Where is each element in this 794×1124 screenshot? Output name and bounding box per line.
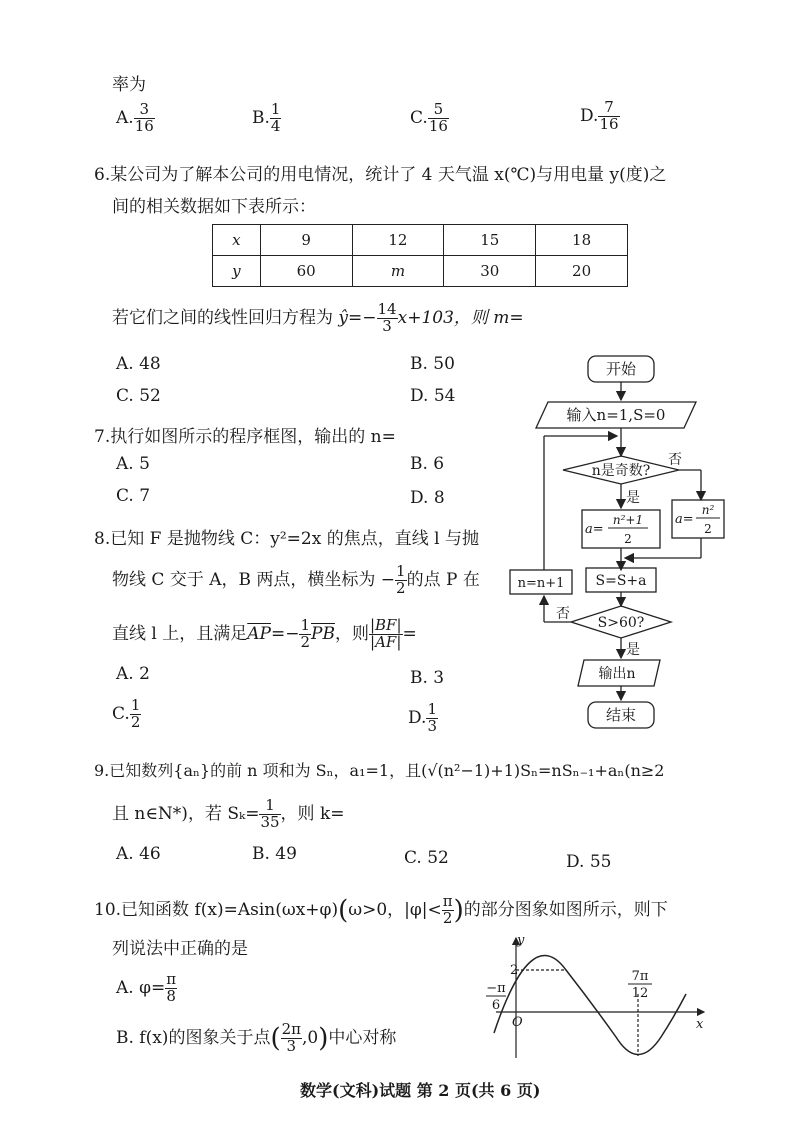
table-row (213, 256, 628, 287)
table-cell: 18 (536, 225, 628, 256)
sine-curve (491, 956, 686, 1055)
q7-option-c: C. 7 (116, 486, 151, 506)
graph-y-label: y (517, 933, 525, 948)
q9-option-c: C. 52 (404, 848, 449, 868)
q6-option-b: B. 50 (410, 354, 455, 374)
data-table (212, 224, 628, 287)
graph-7pi-num: 7π (631, 969, 649, 984)
page-footer: 数学(文科)试题 第 2 页(共 6 页) (300, 1081, 541, 1100)
q10-line2: 列说法中正确的是 (112, 939, 248, 959)
q6-option-d: D. 54 (410, 386, 456, 406)
sine-graph (476, 932, 712, 1062)
q9-option-a: A. 46 (116, 844, 161, 864)
table-cell: 12 (352, 225, 444, 256)
flow-update-s-label: S=S+a (595, 573, 647, 589)
q10-option-a: A. φ= $\frac{\pi}{8}$ (116, 970, 177, 1005)
flow-a-even-num: n² (701, 503, 715, 517)
q5-option-d: D. $\frac{7}{16}$ (580, 98, 619, 133)
q6-regression-line: 若它们之间的线性回归方程为 ŷ=− $\frac{14}{3}$ x+103，则 m= (112, 300, 524, 335)
table-cell: y (213, 256, 261, 287)
q8-line2: 物线 C 交于 A，B 两点，横坐标为 − $\frac{1}{2}$ 的点 P 在 (112, 562, 480, 597)
q6-line1: 6.某公司为了解本公司的用电情况，统计了 4 天气温 x(℃)与用电量 y(度)之 (94, 165, 667, 185)
graph-neg-pi-num: −π (486, 981, 506, 996)
q5-option-a: A. $\frac{3}{16}$ (116, 100, 154, 135)
flowchart (500, 348, 740, 738)
graph-two-label: 2 (510, 963, 519, 978)
flow-output-label: 输出n (598, 666, 636, 682)
graph-x-label: x (696, 1017, 704, 1032)
flow-end-label: 结束 (605, 706, 637, 724)
q8-line3: 直线 l 上，且满足$\overline{AP}=-$ $\frac{1}{2}$ $\overline{PB}$，则 $\frac{|BF|}{|AF|}$ = (112, 616, 417, 651)
q9-option-b: B. 49 (252, 844, 297, 864)
q9-line1: 9.已知数列{aₙ}的前 n 项和为 Sₙ，a₁=1，且(√(n²−1)+1)Sₙ=nSₙ₋₁+aₙ(n≥2 (94, 761, 665, 780)
table-cell: 15 (444, 225, 536, 256)
graph-origin-label: O (512, 1015, 523, 1030)
q7-option-d: D. 8 (410, 488, 445, 508)
q9-line2: 且 n∈N*)，若 Sₖ= $\frac{1}{35}$ ，则 k= (112, 796, 345, 831)
flow-cond1-label: n是奇数? (591, 463, 651, 479)
q8-line1: 8.已知 F 是抛物线 C：y²=2x 的焦点，直线 l 与抛 (94, 529, 479, 549)
table-cell: m (352, 256, 444, 287)
q7-option-b: B. 6 (410, 454, 445, 474)
flow-a-odd-num: n²+1 (612, 513, 644, 527)
table-row (213, 225, 628, 256)
q7-stem: 7.执行如图所示的程序框图，输出的 n= (94, 427, 396, 447)
flow-start-label: 开始 (605, 360, 637, 378)
q8-option-c: C. $\frac{1}{2}$ (112, 696, 141, 731)
q5-option-c: C. $\frac{5}{16}$ (410, 100, 448, 135)
q8-option-b: B. 3 (410, 668, 445, 688)
flow-yes2-label: 是 (626, 642, 640, 658)
q6-line2: 间的相关数据如下表所示： (112, 197, 316, 217)
graph-neg-pi-den: 6 (491, 998, 501, 1013)
table-cell: 60 (260, 256, 352, 287)
q10-option-b: B. f(x)的图象关于点( $\frac{2\pi}{3}$ ,0)中心对称 (116, 1020, 397, 1055)
q7-option-a: A. 5 (116, 454, 150, 474)
flow-a-even-prefix: a= (675, 512, 694, 527)
table-cell: x (213, 225, 261, 256)
q10-line1: 10.已知函数 f(x)=Asin(ωx+φ)(ω>0，|φ|< $\frac{\pi}{2}$ )的部分图象如图所示，则下 (94, 892, 668, 927)
q8-option-d: D. $\frac{1}{3}$ (408, 700, 437, 735)
flow-a-even-den: 2 (704, 522, 712, 536)
table-cell: 20 (536, 256, 628, 287)
flow-a-odd-den: 2 (624, 532, 632, 546)
q6-option-c: C. 52 (116, 386, 161, 406)
flow-a-odd-prefix: a= (585, 522, 604, 537)
graph-7pi-den: 12 (631, 986, 649, 1001)
flow-input-label: 输入n=1,S=0 (566, 406, 666, 424)
flow-cond2-label: S>60? (597, 615, 645, 631)
q5-option-b: B. $\frac{1}{4}$ (252, 100, 281, 135)
table-cell: 30 (444, 256, 536, 287)
flow-update-n-label: n=n+1 (517, 576, 565, 591)
q8-option-a: A. 2 (116, 664, 150, 684)
flow-no2-label: 否 (556, 606, 570, 622)
q6-option-a: A. 48 (116, 354, 161, 374)
flow-yes1-label: 是 (626, 490, 640, 506)
q9-option-d: D. 55 (566, 852, 612, 872)
q5-tail: 率为 (112, 75, 146, 95)
table-cell: 9 (260, 225, 352, 256)
flow-no1-label: 否 (668, 452, 682, 468)
